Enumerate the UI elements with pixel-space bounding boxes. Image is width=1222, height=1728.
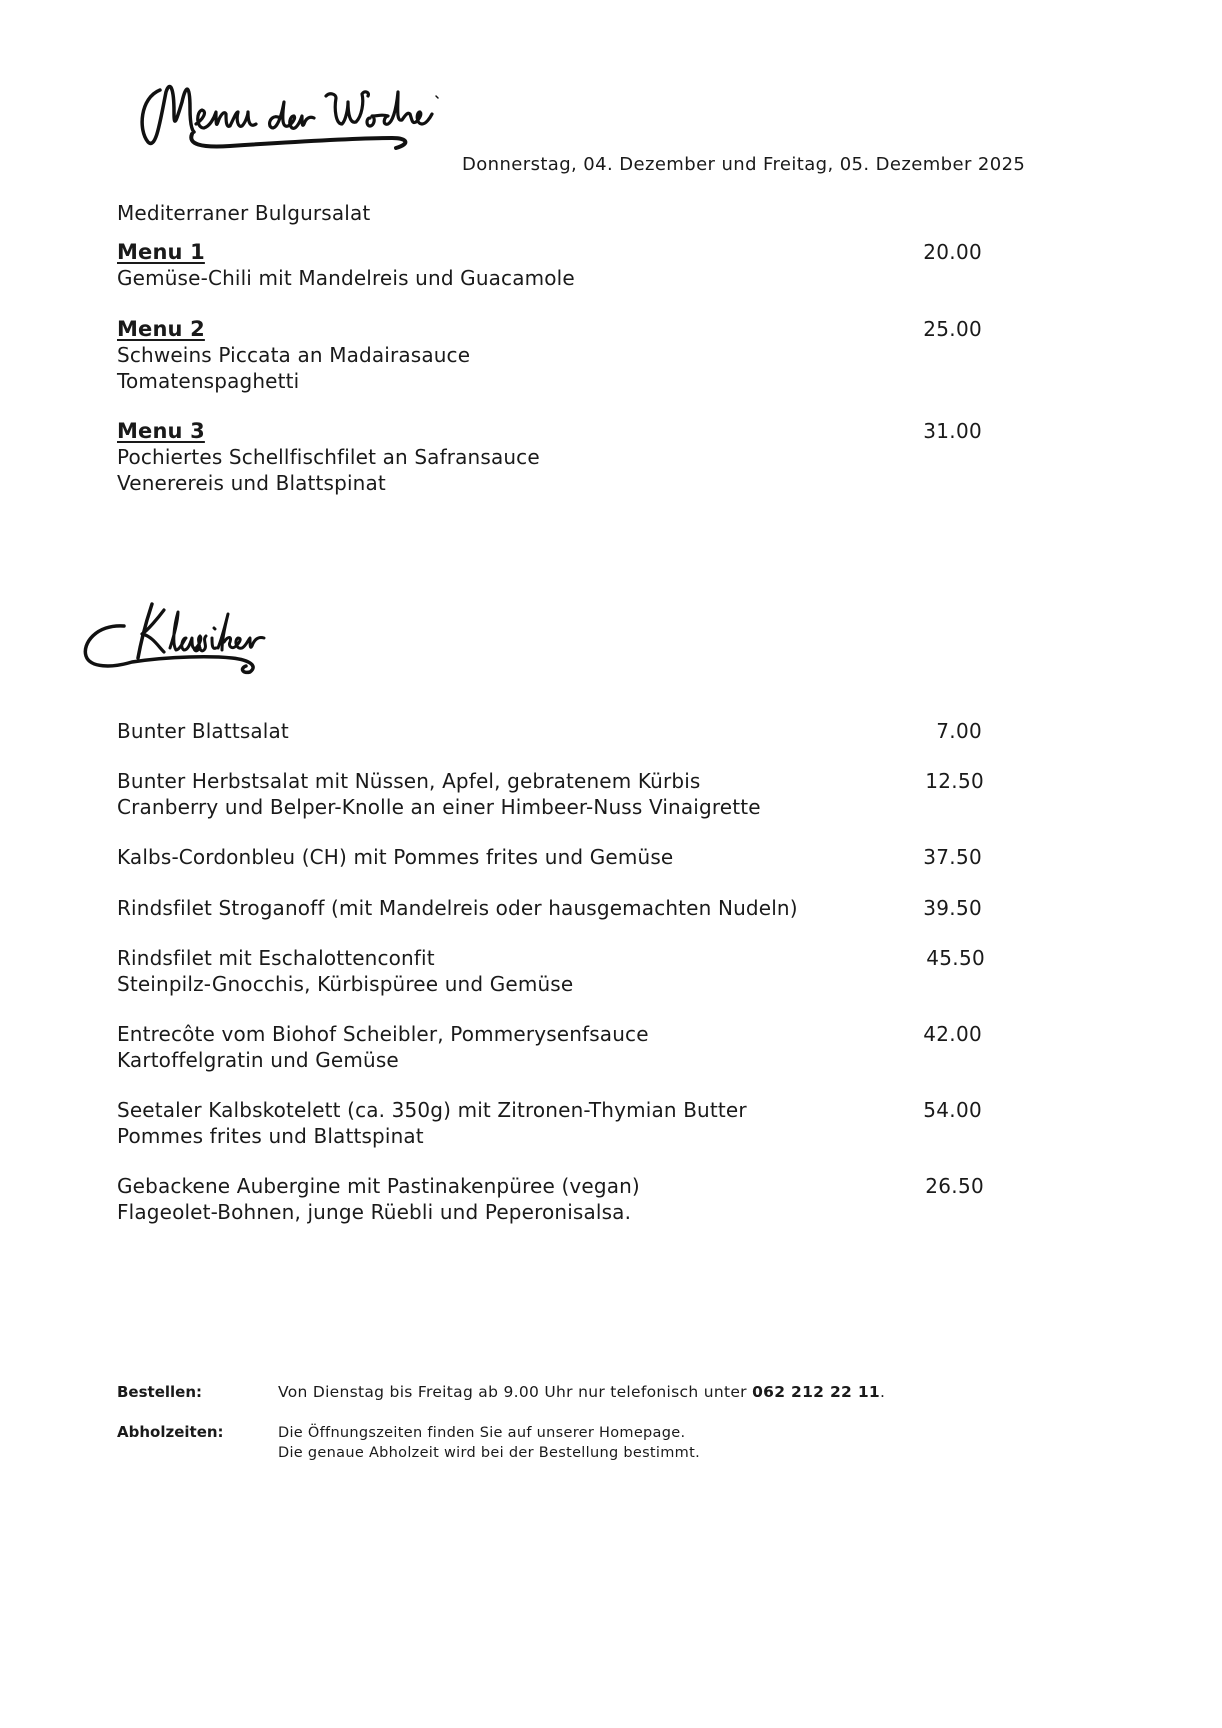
menu-price: 31.00	[923, 419, 982, 443]
menu-price: 20.00	[923, 240, 982, 264]
menu-description: Tomatenspaghetti	[117, 369, 300, 393]
classic-description: Rindsfilet Stroganoff (mit Mandelreis oder hausgemachten Nudeln)	[117, 896, 798, 920]
menu-title: Menu 2	[117, 317, 205, 341]
classic-description: Kartoffelgratin und Gemüse	[117, 1048, 399, 1072]
classic-description: Bunter Herbstsalat mit Nüssen, Apfel, gebratenem Kürbis	[117, 769, 701, 793]
pickup-line: Die Öffnungszeiten finden Sie auf unserer Homepage.	[278, 1425, 686, 1441]
pickup-label: Abholzeiten:	[117, 1423, 224, 1441]
menu-title: Menu 3	[117, 419, 205, 443]
classic-price: 54.00	[923, 1098, 982, 1122]
weekly-starter: Mediterraner Bulgursalat	[117, 201, 371, 225]
classic-description: Bunter Blattsalat	[117, 719, 289, 743]
order-label: Bestellen:	[117, 1383, 203, 1401]
menu-price: 25.00	[923, 317, 982, 341]
menu-title: Menu 1	[117, 240, 205, 264]
classic-description: Kalbs-Cordonbleu (CH) mit Pommes frites und Gemüse	[117, 845, 674, 869]
menu-description: Gemüse-Chili mit Mandelreis und Guacamole	[117, 266, 575, 290]
date-line: Donnerstag, 04. Dezember und Freitag, 05. Dezember 2025	[462, 154, 1026, 175]
classic-price: 26.50	[925, 1174, 984, 1198]
classic-price: 37.50	[923, 845, 982, 869]
classic-price: 12.50	[925, 769, 984, 793]
classic-description: Steinpilz-Gnocchis, Kürbispüree und Gemüse	[117, 972, 574, 996]
classic-price: 39.50	[923, 896, 982, 920]
order-phone: 062 212 22 11	[752, 1383, 881, 1401]
order-text-body: Von Dienstag bis Freitag ab 9.00 Uhr nur telefonisch unter	[278, 1383, 753, 1401]
classic-description: Seetaler Kalbskotelett (ca. 350g) mit Zitronen-Thymian Butter	[117, 1098, 747, 1122]
classic-description: Cranberry und Belper-Knolle an einer Himbeer-Nuss Vinaigrette	[117, 795, 761, 819]
classic-description: Gebackene Aubergine mit Pastinakenpüree (vegan)	[117, 1174, 640, 1198]
order-text-end: .	[880, 1383, 886, 1401]
menu-der-woche-script-title	[130, 62, 440, 152]
classic-description: Rindsfilet mit Eschalottenconfit	[117, 946, 435, 970]
pickup-line: Die genaue Abholzeit wird bei der Bestellung bestimmt.	[278, 1445, 700, 1461]
classic-description: Flageolet-Bohnen, junge Rüebli und Peperonisalsa.	[117, 1200, 632, 1224]
classic-description: Entrecôte vom Biohof Scheibler, Pommerysenfsauce	[117, 1022, 649, 1046]
menu-description: Schweins Piccata an Madairasauce	[117, 343, 471, 367]
menu-description: Venerereis und Blattspinat	[117, 471, 386, 495]
order-text	[278, 1382, 885, 1402]
classic-description: Pommes frites und Blattspinat	[117, 1124, 424, 1148]
classic-price: 42.00	[923, 1022, 982, 1046]
classic-price: 7.00	[936, 719, 982, 743]
classic-price: 45.50	[926, 946, 985, 970]
klassiker-script-title	[82, 596, 282, 676]
menu-description: Pochiertes Schellfischfilet an Safransauce	[117, 445, 540, 469]
